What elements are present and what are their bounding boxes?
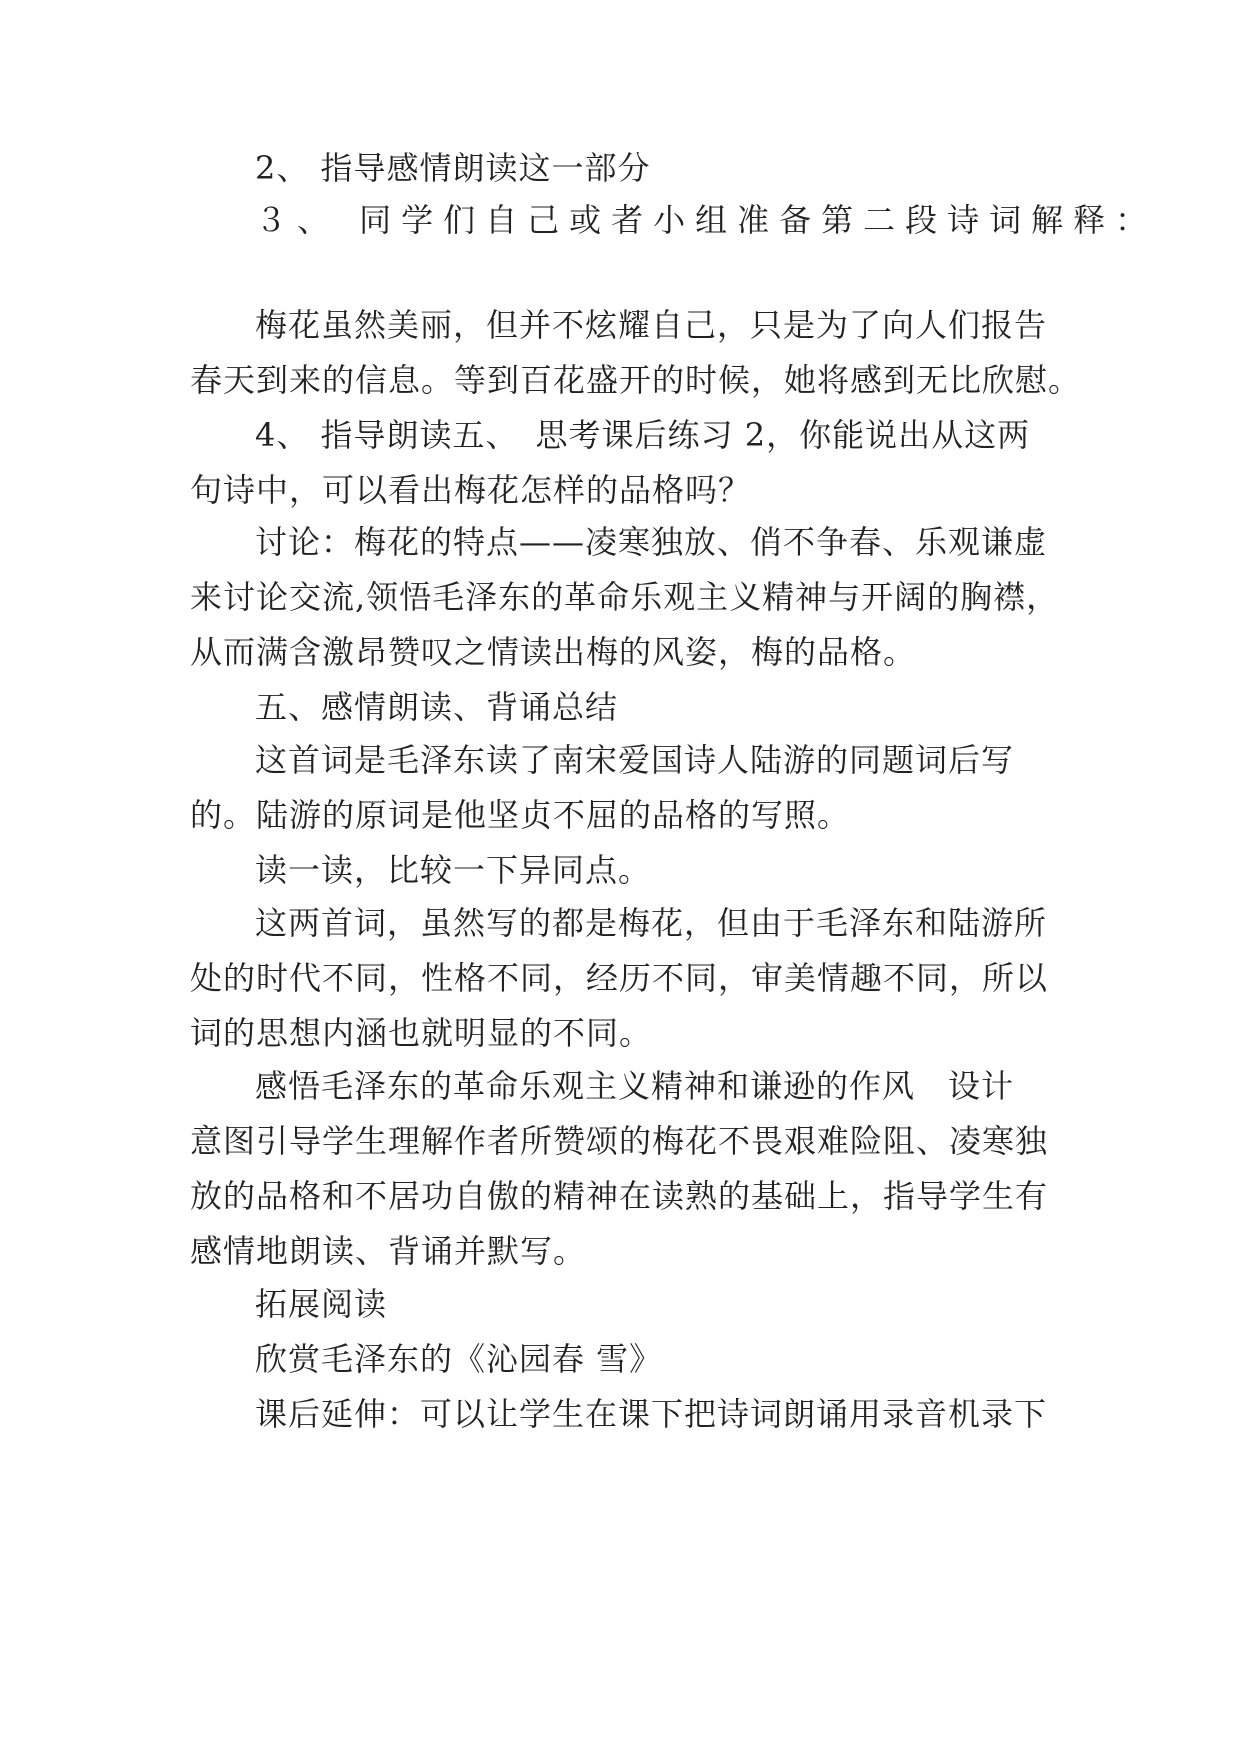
paragraph-line: 这两首词，虽然写的都是梅花，但由于毛泽东和陆游所 bbox=[255, 904, 1048, 942]
list-item-4: 4、 指导朗读五、 思考课后练习 2，你能说出从这两 bbox=[255, 416, 1031, 454]
paragraph-line: 意图引导学生理解作者所赞颂的梅花不畏艰难险阻、凌寒独 bbox=[190, 1122, 1049, 1160]
paragraph-line: 感悟毛泽东的革命乐观主义精神和谦逊的作风 设计 bbox=[255, 1067, 1015, 1105]
section-heading: 拓展阅读 bbox=[255, 1285, 388, 1323]
paragraph-line: 春天到来的信息。等到百花盛开的时候，她将感到无比欣慰。 bbox=[190, 361, 1082, 399]
paragraph-line: 这首词是毛泽东读了南宋爱国诗人陆游的同题词后写 bbox=[255, 741, 1015, 779]
paragraph-line: 来讨论交流,领悟毛泽东的革命乐观主义精神与开阔的胸襟， bbox=[190, 578, 1060, 616]
paragraph-line: 读一读，比较一下异同点。 bbox=[255, 851, 652, 889]
paragraph-line: 放的品格和不居功自傲的精神在读熟的基础上，指导学生有 bbox=[190, 1177, 1049, 1215]
paragraph-line: 从而满含激昂赞叹之情读出梅的风姿，梅的品格。 bbox=[190, 633, 917, 671]
paragraph-line: 欣赏毛泽东的《沁园春 雪》 bbox=[255, 1340, 663, 1378]
paragraph-line: 梅花虽然美丽，但并不炫耀自己，只是为了向人们报告 bbox=[255, 306, 1048, 344]
paragraph-line: 句诗中，可以看出梅花怎样的品格吗？ bbox=[190, 471, 752, 509]
section-heading: 五、感情朗读、背诵总结 bbox=[255, 688, 619, 726]
paragraph-line: 课后延伸：可以让学生在课下把诗词朗诵用录音机录下 bbox=[255, 1395, 1048, 1433]
paragraph-line: 处的时代不同，性格不同，经历不同，审美情趣不同，所以 bbox=[190, 959, 1049, 997]
discussion-line: 讨论：梅花的特点——凌寒独放、俏不争春、乐观谦虚 bbox=[255, 523, 1048, 561]
paragraph-line: 感情地朗读、背诵并默写。 bbox=[190, 1232, 587, 1270]
paragraph-line: 词的思想内涵也就明显的不同。 bbox=[190, 1014, 653, 1052]
list-item-2: 2、 指导感情朗读这一部分 bbox=[255, 149, 651, 187]
paragraph-line: 的。陆游的原词是他坚贞不屈的品格的写照。 bbox=[190, 796, 851, 834]
list-item-3: ３、 同学们自己或者小组准备第二段诗词解释： bbox=[255, 201, 1158, 239]
